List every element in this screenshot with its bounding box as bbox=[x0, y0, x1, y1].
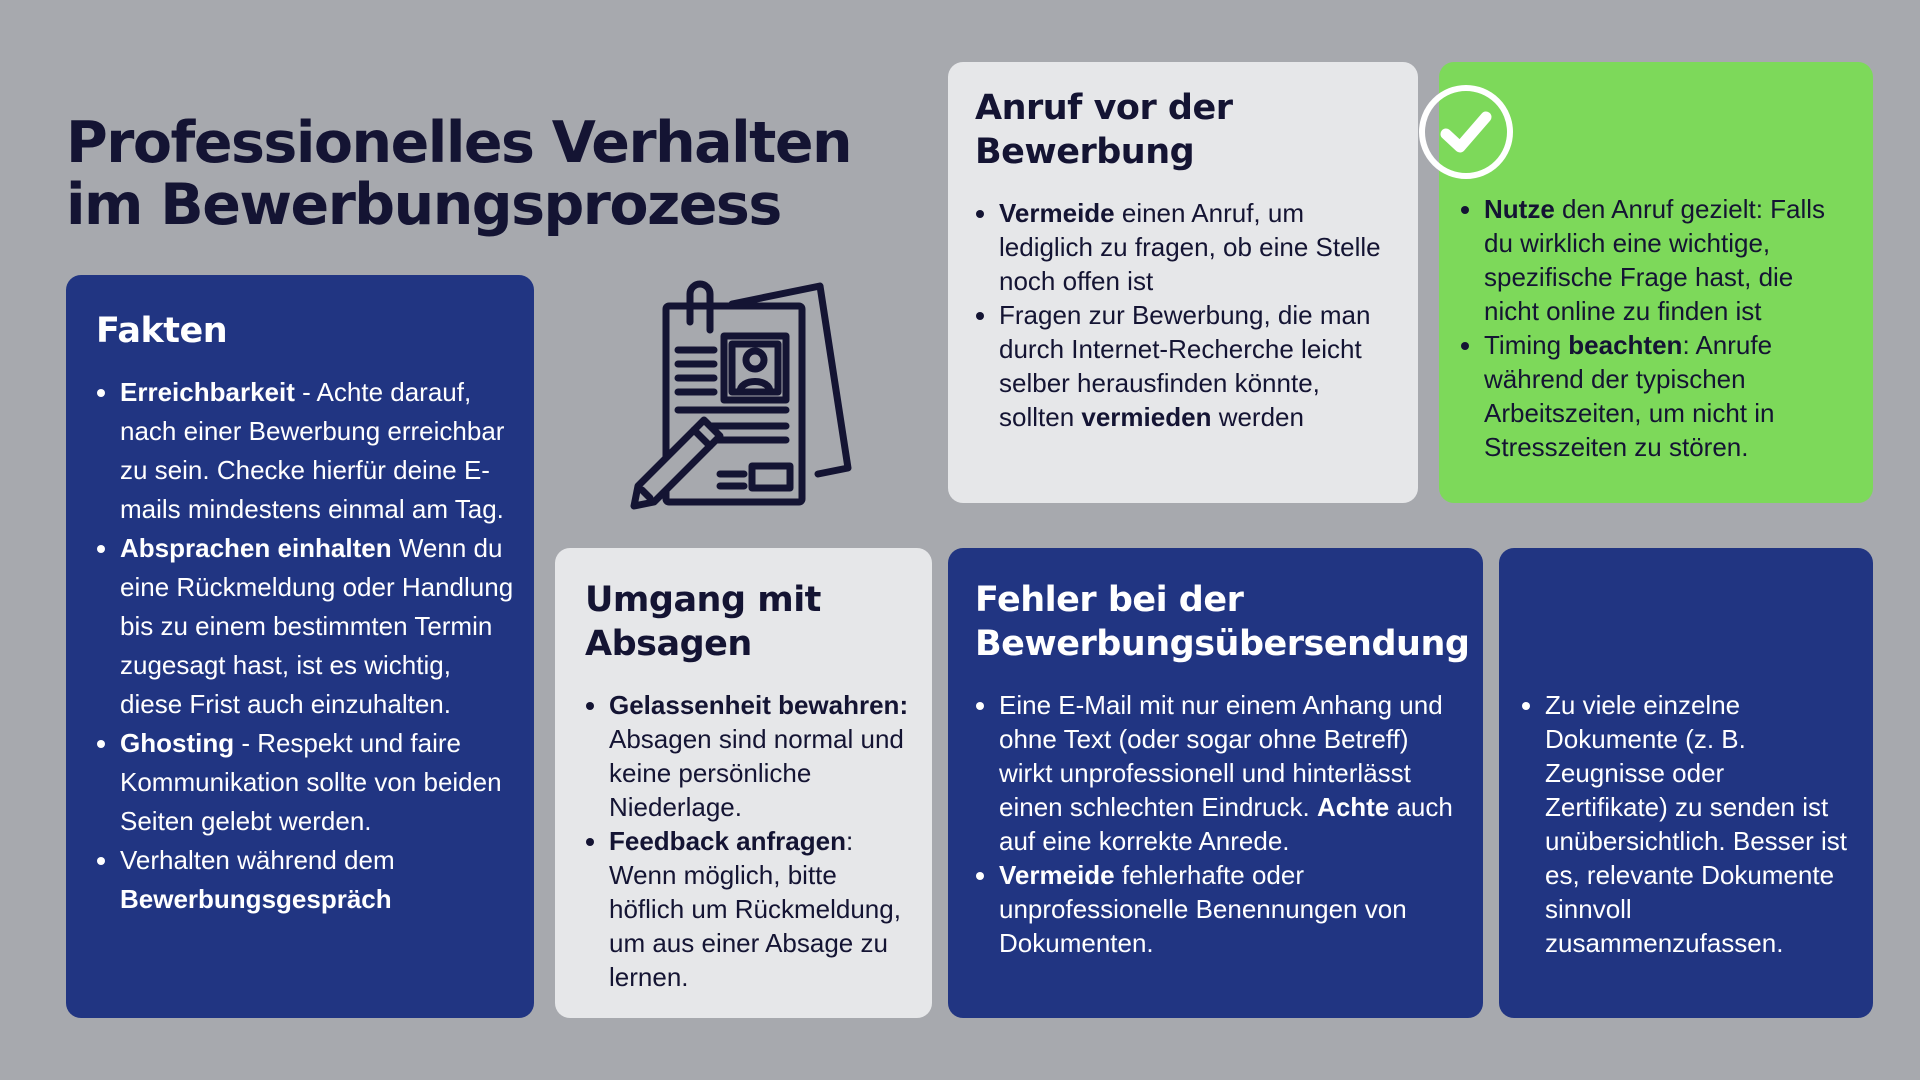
list-item bbox=[1545, 688, 1853, 960]
list-item-text: den Anruf gezielt: Falls du wirklich eine wichtige, spezifische Frage hast, die nicht online zu finden ist bbox=[1484, 194, 1826, 326]
page-title-line-2: im Bewerbungsprozess bbox=[66, 172, 781, 238]
list-item-text: Eine E-Mail mit nur einem Anhang und ohne Text (oder sogar ohne Betreff) wirkt unprofessionell und hinterlässt einen schlechten Eindruck. bbox=[999, 690, 1443, 822]
anruf-heading-line-2: Bewerbung bbox=[975, 132, 1195, 172]
page-title-line-1: Professionelles Verhalten bbox=[66, 110, 852, 176]
list-item-bold: Absprachen einhalten bbox=[120, 533, 392, 563]
list-item bbox=[999, 688, 1465, 858]
list-item bbox=[609, 824, 914, 994]
list-item-text: Timing bbox=[1484, 330, 1569, 360]
fakten-list bbox=[96, 373, 516, 919]
fehler-list bbox=[975, 688, 1465, 960]
list-item-text: : Anrufe während der typischen Arbeitszeiten, um nicht in Stresszeiten zu stören. bbox=[1484, 330, 1775, 462]
list-item bbox=[1484, 192, 1853, 328]
list-item-bold: Erreichbarkeit bbox=[120, 377, 295, 407]
anruf-card bbox=[948, 62, 1418, 503]
fehler-heading-line-2: Bewerbungsübersendung bbox=[975, 624, 1470, 664]
dokumente-list bbox=[1521, 688, 1853, 960]
absagen-heading bbox=[585, 578, 914, 666]
list-item-bold: Vermeide bbox=[999, 860, 1115, 890]
absagen-list bbox=[585, 688, 914, 994]
list-item bbox=[1484, 328, 1853, 464]
list-item bbox=[999, 858, 1465, 960]
list-item-text: auch auf eine korrekte Anrede. bbox=[999, 792, 1453, 856]
list-item-bold: Achte bbox=[1316, 792, 1390, 822]
list-item bbox=[120, 373, 516, 529]
anruf-heading bbox=[975, 86, 1398, 174]
list-item bbox=[120, 529, 516, 724]
list-item-bold: beachten bbox=[1568, 330, 1683, 360]
list-item-bold: Vermeide bbox=[999, 198, 1115, 228]
list-item-text: Fragen zur Bewerbung, die man durch Internet-Recherche leicht selber herausfinden könnte, sollten bbox=[999, 300, 1371, 432]
fakten-heading: Fakten bbox=[96, 311, 228, 351]
list-item-text: : Wenn möglich, bitte höflich um Rückmeldung, um aus einer Absage zu lernen. bbox=[609, 826, 901, 992]
fehler-heading bbox=[975, 578, 1470, 666]
list-item-text: einen Anruf, um lediglich zu fragen, ob eine Stelle noch offen ist bbox=[999, 198, 1381, 296]
anruf-heading-line-1: Anruf vor der bbox=[975, 88, 1233, 128]
list-item-bold: Feedback anfragen bbox=[609, 826, 846, 856]
fehler-heading-line-1: Fehler bei der bbox=[975, 580, 1244, 620]
dokumente-card bbox=[1499, 548, 1873, 1018]
page-title bbox=[66, 112, 866, 236]
list-item-text: Zu viele einzelne Dokumente (z. B. Zeugnisse oder Zertifikate) zu senden ist unübersichtlich. Besser ist es, relevante Dokumente sinnvoll zusammenzufassen. bbox=[1545, 690, 1848, 958]
list-item-text: - Achte darauf, nach einer Bewerbung erreichbar zu sein. Checke hierfür deine E-mails mindestens einmal am Tag. bbox=[120, 377, 505, 524]
list-item bbox=[609, 688, 914, 824]
absagen-heading-line-1: Umgang mit bbox=[585, 580, 821, 620]
list-item-bold: Ghosting bbox=[120, 728, 235, 758]
fakten-card bbox=[66, 275, 534, 1018]
list-item-bold: vermieden bbox=[1081, 402, 1212, 432]
list-item bbox=[999, 298, 1398, 434]
list-item-text: werden bbox=[1211, 402, 1304, 432]
list-item-text: Absagen sind normal und keine persönliche Niederlage. bbox=[609, 724, 904, 822]
check-circle-icon bbox=[1418, 84, 1514, 180]
absagen-card bbox=[555, 548, 932, 1018]
list-item-text: fehlerhafte oder unprofessionelle Benennungen von Dokumenten. bbox=[999, 860, 1407, 958]
list-item bbox=[120, 841, 516, 919]
list-item-bold: Gelassenheit bewahren: bbox=[609, 690, 909, 720]
list-item-bold: Nutze bbox=[1484, 194, 1555, 224]
fehler-card bbox=[948, 548, 1483, 1018]
list-item-bold: Bewerbungsgespräch bbox=[120, 884, 392, 914]
list-item bbox=[120, 724, 516, 841]
list-item bbox=[999, 196, 1398, 298]
document-pencil-icon bbox=[628, 280, 864, 512]
list-item-text: - Respekt und faire Kommunikation sollte von beiden Seiten gelebt werden. bbox=[120, 728, 502, 836]
anruf-tipps-list bbox=[1460, 192, 1853, 464]
list-item-text: Verhalten während dem bbox=[120, 845, 395, 875]
absagen-heading-line-2: Absagen bbox=[585, 624, 752, 664]
anruf-list bbox=[975, 196, 1398, 434]
list-item-text: Wenn du eine Rückmeldung oder Handlung bis zu einem bestimmten Termin zugesagt hast, ist es wichtig, diese Frist auch einzuhalten. bbox=[120, 533, 514, 719]
